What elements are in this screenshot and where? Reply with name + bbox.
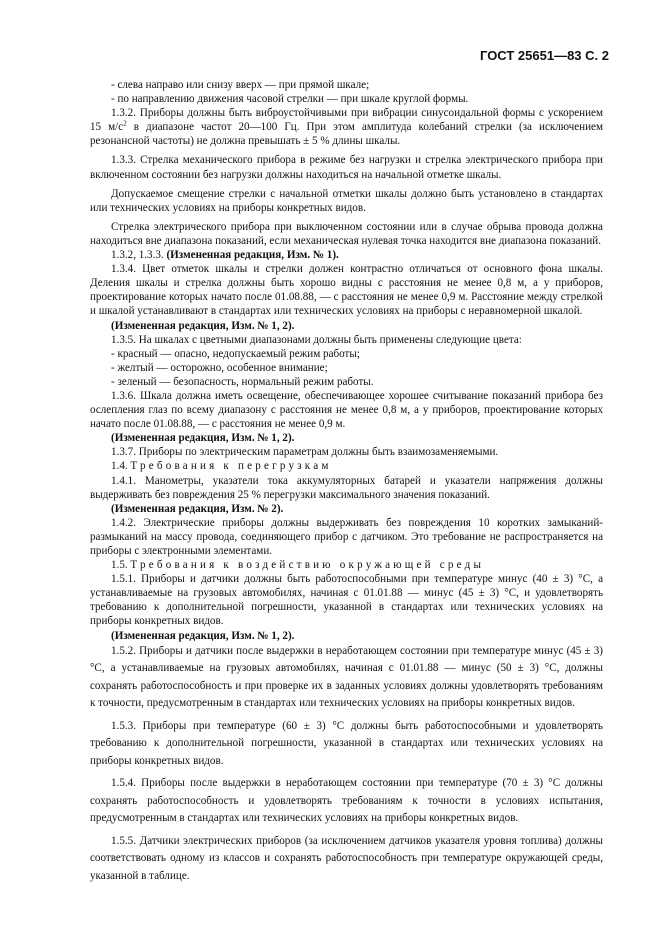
list-item: - слева направо или снизу вверх — при прямой шкале;	[111, 79, 370, 91]
paragraph-1-3-5: 1.3.5. На шкалах с цветными диапазонами должны быть применены следующие цвета:	[111, 333, 522, 346]
paragraph-1-3-7: 1.3.7. Приборы по электрическим параметрам должны быть взаимозаменяемыми.	[111, 446, 499, 459]
list-item: - зеленый — безопасность, нормальный режим работы.	[111, 375, 374, 388]
amendment-note: 1.3.2, 1.3.3. (Измененная редакция, Изм. № 1).	[111, 249, 339, 262]
list-item: - желтый — осторожно, особенное внимание;	[111, 361, 328, 374]
amendment-note: (Измененная редакция, Изм. № 1, 2).	[111, 319, 295, 332]
list-item: - по направлению движения часовой стрелки — при шкале круглой формы.	[111, 93, 469, 106]
paragraph-1-5-2: 1.5.2. Приборы и датчики после выдержки в неработающем состоянии при температуре минус (45 ± 3) °С, а устанавливаемые на грузовых автомобилях, начиная с 01.01.88 — минус (50 ± 3) °С, должны сохранять работоспособность и при проверке их в заданных условиях должны удовлетворять требованиям к точности, предусмотренным в стандартах или технических условиях на приборы конкретных видов.	[90, 644, 603, 710]
paragraph-1-3-6: 1.3.6. Шкала должна иметь освещение, обеспечивающее хорошее считывание показаний прибора без ослепления глаз по всему диапазону с расстояния не менее 0,8 м, а у приборов, проектирование которых начато после 01.08.88, — с расстояния не менее 0,9 м.	[90, 389, 603, 431]
amendment-note: (Измененная редакция, Изм. № 1, 2).	[111, 629, 295, 642]
paragraph-1-4-2: 1.4.2. Электрические приборы должны выдерживать без повреждения 10 коротких замыканий-размыканий на массу провода, соединяющего прибор с датчиком. Это требование не распространяется на приборы с электронными элементами.	[90, 516, 603, 557]
list-item: - красный — опасно, недопускаемый режим работы;	[111, 347, 360, 360]
paragraph-1-3-2: 1.3.2. Приборы должны быть виброустойчивыми при вибрации синусоидальной формы с ускорением 15 $м/с^2$ в диапазоне частот 20—100 Гц. При этом амплитуда колебаний стрелки (за исключением резонансной частоты) не должна превышать ± 5 % длины шкалы.	[90, 107, 603, 148]
amendment-note: (Измененная редакция, Изм. № 1, 2).	[111, 432, 295, 445]
document-body	[90, 78, 603, 885]
paragraph-1-5-1: 1.5.1. Приборы и датчики должны быть работоспособными при температуре минус (40 ± 3) °С, а устанавливаемые на грузовых автомобилях, начиная с 01.01.88 — минус (45 ± 3) °С, и удовлетворять требованию к дополнительной погрешности, указанной в стандартах или технических условиях на приборы конкретных видов.	[90, 573, 603, 628]
section-heading-1-5: 1.5. Требования к воздействию окружающей среды	[111, 559, 485, 572]
paragraph-1-5-3: 1.5.3. Приборы при температуре (60 ± 3) °С должны быть работоспособными и удовлетворять требованию к дополнительной погрешности, указанной в стандартах или технических условиях на приборы конкретных видов.	[90, 719, 603, 767]
paragraph-1-5-4: 1.5.4. Приборы после выдержки в неработающем состоянии при температуре (70 ± 3) °С должны сохранять работоспособность и удовлетворять требованиям к точности в условиях испытания, предусмотренным в стандартах или технических условиях на приборы конкретных видов.	[90, 777, 603, 825]
section-heading-1-4: 1.4. Требования к перегрузкам	[111, 460, 332, 473]
paragraph-1-4-1: 1.4.1. Манометры, указатели тока аккумуляторных батарей и указатели напряжения должны выдерживать без повреждения 25 % перегрузки максимального значения показаний.	[90, 474, 603, 501]
paragraph-1-5-5: 1.5.5. Датчики электрических приборов (за исключением датчиков указателя уровня топлива) должны соответствовать одному из классов и сохранять работоспособность при температуре окружающей среды, указанной в таблице.	[90, 834, 603, 882]
amendment-note: (Измененная редакция, Изм. № 2).	[111, 502, 284, 515]
paragraph: Стрелка электрического прибора при выключенном состоянии или в случае обрыва провода должна находиться вне диапазона показаний, если механическая нулевая точка находится вне диапазона показаний.	[90, 220, 603, 247]
page-header: ГОСТ 25651—83 С. 2	[480, 48, 609, 63]
paragraph-1-3-4: 1.3.4. Цвет отметок шкалы и стрелки должен контрастно отличаться от основного фона шкалы. Деления шкалы и стрелка должны быть хорошо видны с расстояния не менее 0,8 м, а у приборов, проектирование которых начато после 01.08.88, — с расстояния не менее 0,9 м. Расстояние между стрелкой и шкалой устанавливают в стандартах или технических условиях на приборы с неравномерной шкалой.	[90, 263, 603, 318]
paragraph-1-3-3: 1.3.3. Стрелка механического прибора в режиме без нагрузки и стрелка электрического прибора при включенном состоянии без нагрузки должны находиться на начальной отметке шкалы.	[90, 154, 603, 181]
paragraph: Допускаемое смещение стрелки с начальной отметки шкалы должно быть установлено в стандартах или технических условиях на приборы конкретных видов.	[90, 187, 603, 214]
